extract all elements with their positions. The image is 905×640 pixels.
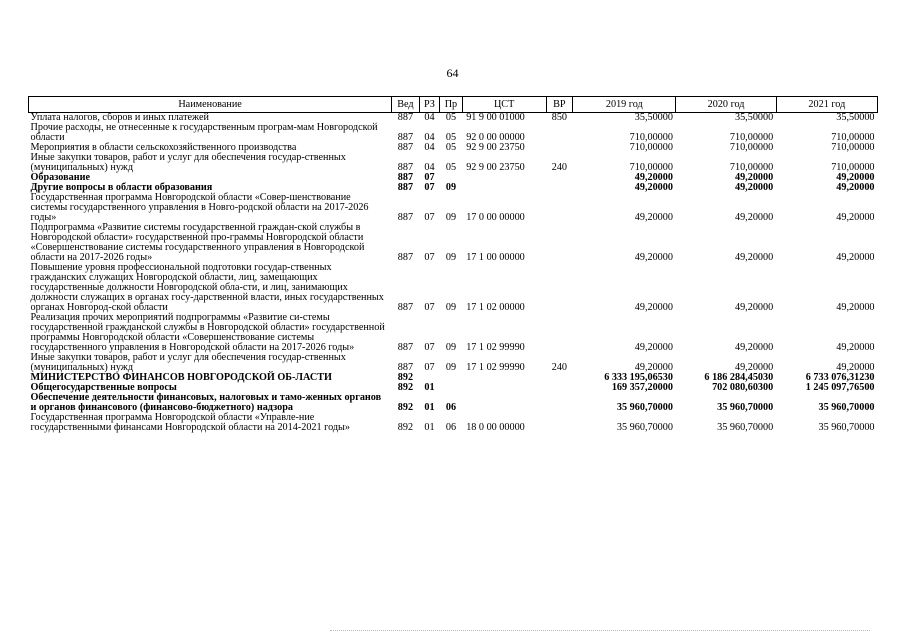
table-row bbox=[29, 353, 878, 373]
pr-code: 09 bbox=[445, 212, 457, 223]
row-name: Повышение уровня профессиональной подготовки государ-ственных гражданских служащих Новгородской области, лиц, замещающих государственные должности Новгородской обла-сти, и лиц, занимающих должности служащих в органах госу-дарственной власти, иных государственных органах Новгород-ской области bbox=[30, 262, 384, 313]
cst-code: 17 1 02 99990 bbox=[466, 342, 525, 353]
rz-code: 01 bbox=[424, 402, 435, 413]
row-name: Реализация прочих мероприятий подпрограммы «Развитие си-стемы государственной гражданской службы в Новгородской области» государственной программы Новгородской области «Совершенствование системы государственного управления в Новгородской области на 2017-2026 годы» bbox=[30, 312, 385, 353]
ved-code: 887 bbox=[397, 342, 414, 353]
table-row bbox=[29, 263, 878, 313]
vr-code bbox=[546, 373, 573, 383]
cst-code bbox=[462, 383, 546, 393]
amount-2019: 49,20000 bbox=[634, 302, 673, 313]
column-header: ВР bbox=[546, 97, 573, 113]
vr-code: 240 bbox=[551, 162, 567, 173]
vr-code bbox=[546, 393, 573, 413]
amount-2020: 49,20000 bbox=[734, 302, 774, 313]
amount-2020: 35 960,70000 bbox=[717, 402, 774, 413]
rz-code: 01 bbox=[424, 382, 435, 393]
amount-2019: 49,20000 bbox=[634, 362, 673, 373]
table-row bbox=[29, 123, 878, 143]
cst-code: 92 0 00 00000 bbox=[466, 132, 525, 143]
column-header: 2020 год bbox=[676, 97, 776, 113]
vr-code: 850 bbox=[551, 112, 567, 123]
amount-2020: 702 080,60300 bbox=[712, 382, 774, 393]
vr-code bbox=[546, 183, 573, 193]
amount-2019: 35,50000 bbox=[634, 112, 673, 123]
row-name: Государственная программа Новгородской области «Совер-шенствование системы государственного управления в Новго-родской области на 2017-2026 годы» bbox=[30, 192, 369, 223]
ved-code: 892 bbox=[397, 372, 414, 383]
amount-2021: 35 960,70000 bbox=[818, 402, 875, 413]
ved-code: 887 bbox=[397, 252, 414, 263]
amount-2019: 49,20000 bbox=[634, 342, 673, 353]
row-name: Уплата налогов, сборов и иных платежей bbox=[30, 112, 209, 123]
cst-code: 92 9 00 23750 bbox=[466, 142, 525, 153]
amount-2019: 49,20000 bbox=[634, 172, 673, 183]
row-name: Мероприятия в области сельскохозяйственного производства bbox=[30, 142, 297, 153]
row-name: Образование bbox=[30, 172, 91, 183]
rz-code: 07 bbox=[424, 342, 435, 353]
pr-code: 09 bbox=[445, 252, 457, 263]
column-header: 2021 год bbox=[776, 97, 877, 113]
cst-code: 18 0 00 00000 bbox=[466, 422, 525, 433]
amount-2021: 35,50000 bbox=[836, 112, 875, 123]
vr-code bbox=[546, 263, 573, 313]
pr-code bbox=[440, 383, 463, 393]
amount-2020: 49,20000 bbox=[734, 342, 774, 353]
rz-code: 04 bbox=[424, 132, 435, 143]
rz-code: 04 bbox=[424, 112, 435, 123]
table-row bbox=[29, 193, 878, 223]
amount-2020: 710,00000 bbox=[729, 132, 774, 143]
vr-code bbox=[546, 383, 573, 393]
ved-code: 887 bbox=[397, 362, 414, 373]
row-name: МИНИСТЕРСТВО ФИНАНСОВ НОВГОРОДСКОЙ ОБ-ЛАСТИ bbox=[30, 372, 332, 383]
table-body bbox=[29, 113, 878, 434]
column-header: ЦСТ bbox=[462, 97, 546, 113]
row-name: Общегосударственные вопросы bbox=[30, 382, 177, 393]
amount-2021: 49,20000 bbox=[836, 302, 875, 313]
cst-code bbox=[462, 183, 546, 193]
row-name: Иные закупки товаров, работ и услуг для обеспечения государ-ственных (муниципальных) нужд bbox=[30, 152, 346, 173]
ved-code: 887 bbox=[397, 142, 414, 153]
pr-code: 09 bbox=[445, 302, 457, 313]
cst-code: 17 0 00 00000 bbox=[466, 212, 525, 223]
amount-2019: 710,00000 bbox=[629, 132, 673, 143]
cst-code bbox=[462, 373, 546, 383]
pr-code: 09 bbox=[445, 182, 457, 193]
row-name: Обеспечение деятельности финансовых, налоговых и тамо-женных органов и органов финансового (финансово-бюджетного) надзора bbox=[30, 392, 382, 413]
pr-code: 06 bbox=[445, 422, 457, 433]
row-name: Подпрограмма «Развитие системы государственной граждан-ской службы в Новгородской области» государственной про-граммы Новгородской области «Совершенствование системы государственного управления в Новгородской области на 2017-2026 годы» bbox=[30, 222, 365, 263]
amount-2021: 49,20000 bbox=[836, 252, 875, 263]
ved-code: 887 bbox=[397, 162, 414, 173]
amount-2019: 35 960,70000 bbox=[616, 402, 673, 413]
column-header: 2019 год bbox=[573, 97, 676, 113]
rz-code: 07 bbox=[424, 362, 435, 373]
pr-code: 09 bbox=[445, 362, 457, 373]
amount-2020: 35 960,70000 bbox=[717, 422, 774, 433]
ved-code: 887 bbox=[397, 112, 414, 123]
amount-2019: 710,00000 bbox=[629, 162, 673, 173]
pr-code: 05 bbox=[445, 132, 457, 143]
amount-2020: 710,00000 bbox=[729, 162, 774, 173]
ved-code: 892 bbox=[397, 402, 414, 413]
amount-2020: 710,00000 bbox=[729, 142, 774, 153]
rz-code: 07 bbox=[424, 252, 435, 263]
pr-code: 05 bbox=[445, 112, 457, 123]
table-row bbox=[29, 413, 878, 433]
amount-2021: 49,20000 bbox=[836, 172, 875, 183]
row-name: Иные закупки товаров, работ и услуг для обеспечения государ-ственных (муниципальных) нужд bbox=[30, 352, 346, 373]
amount-2021: 710,00000 bbox=[831, 142, 875, 153]
rz-code: 07 bbox=[424, 182, 435, 193]
table-header-row bbox=[29, 97, 878, 113]
amount-2021: 49,20000 bbox=[836, 212, 875, 223]
ved-code: 887 bbox=[397, 212, 414, 223]
column-header: Пр bbox=[440, 97, 463, 113]
amount-2020: 49,20000 bbox=[734, 252, 774, 263]
table-row bbox=[29, 223, 878, 263]
amount-2021: 49,20000 bbox=[836, 342, 875, 353]
amount-2019: 6 333 195,06530 bbox=[604, 372, 673, 383]
amount-2021: 49,20000 bbox=[836, 362, 875, 373]
row-name: Прочие расходы, не отнесенные к государственным програм-мам Новгородской области bbox=[30, 122, 378, 143]
rz-code: 04 bbox=[424, 142, 435, 153]
table-row bbox=[29, 313, 878, 353]
amount-2021: 6 733 076,31230 bbox=[805, 372, 875, 383]
row-name: Другие вопросы в области образования bbox=[30, 182, 213, 193]
vr-code bbox=[546, 193, 573, 223]
table-row bbox=[29, 153, 878, 173]
amount-2019: 49,20000 bbox=[634, 252, 673, 263]
row-name: Государственная программа Новгородской области «Управле-ние государственными финансами Новгородской области на 2014-2021 годы» bbox=[30, 412, 351, 433]
rz-code: 07 bbox=[424, 302, 435, 313]
amount-2021: 35 960,70000 bbox=[818, 422, 875, 433]
amount-2020: 49,20000 bbox=[734, 212, 774, 223]
amount-2019: 49,20000 bbox=[634, 182, 673, 193]
vr-code bbox=[546, 123, 573, 143]
cst-code bbox=[462, 173, 546, 183]
amount-2020: 6 186 284,45030 bbox=[704, 372, 774, 383]
pr-code: 05 bbox=[445, 142, 457, 153]
amount-2020: 49,20000 bbox=[734, 362, 774, 373]
budget-table bbox=[28, 96, 878, 433]
cst-code: 91 9 00 01000 bbox=[466, 112, 525, 123]
ved-code: 892 bbox=[397, 382, 414, 393]
rz-code: 07 bbox=[424, 212, 435, 223]
vr-code bbox=[546, 223, 573, 263]
amount-2020: 49,20000 bbox=[734, 182, 774, 193]
amount-2019: 35 960,70000 bbox=[616, 422, 673, 433]
column-header: Наименование bbox=[29, 97, 392, 113]
ved-code: 892 bbox=[397, 422, 414, 433]
cst-code: 17 1 02 99990 bbox=[466, 362, 525, 373]
amount-2021: 49,20000 bbox=[836, 182, 875, 193]
amount-2021: 710,00000 bbox=[831, 132, 875, 143]
amount-2021: 710,00000 bbox=[831, 162, 875, 173]
ved-code: 887 bbox=[397, 132, 414, 143]
column-header: РЗ bbox=[419, 97, 439, 113]
cst-code: 92 9 00 23750 bbox=[466, 162, 525, 173]
pr-code: 05 bbox=[445, 162, 457, 173]
pr-code: 06 bbox=[445, 402, 457, 413]
rz-code: 01 bbox=[424, 422, 435, 433]
cst-code bbox=[462, 393, 546, 413]
amount-2019: 710,00000 bbox=[629, 142, 673, 153]
amount-2021: 1 245 097,76500 bbox=[805, 382, 875, 393]
ved-code: 887 bbox=[397, 182, 414, 193]
amount-2020: 49,20000 bbox=[734, 172, 774, 183]
vr-code: 240 bbox=[551, 362, 567, 373]
amount-2020: 35,50000 bbox=[734, 112, 774, 123]
cst-code: 17 1 02 00000 bbox=[466, 302, 525, 313]
pr-code bbox=[440, 373, 463, 383]
vr-code bbox=[546, 173, 573, 183]
rz-code: 04 bbox=[424, 162, 435, 173]
vr-code bbox=[546, 143, 573, 153]
rz-code: 07 bbox=[424, 172, 435, 183]
page-number: 64 bbox=[446, 66, 459, 80]
amount-2019: 169 357,20000 bbox=[611, 382, 673, 393]
ved-code: 887 bbox=[397, 302, 414, 313]
vr-code bbox=[546, 413, 573, 433]
table-row bbox=[29, 393, 878, 413]
amount-2019: 49,20000 bbox=[634, 212, 673, 223]
scan-artifact-divider bbox=[330, 630, 870, 633]
cst-code: 17 1 00 00000 bbox=[466, 252, 525, 263]
ved-code: 887 bbox=[397, 172, 414, 183]
pr-code: 09 bbox=[445, 342, 457, 353]
column-header: Вед bbox=[392, 97, 420, 113]
vr-code bbox=[546, 313, 573, 353]
